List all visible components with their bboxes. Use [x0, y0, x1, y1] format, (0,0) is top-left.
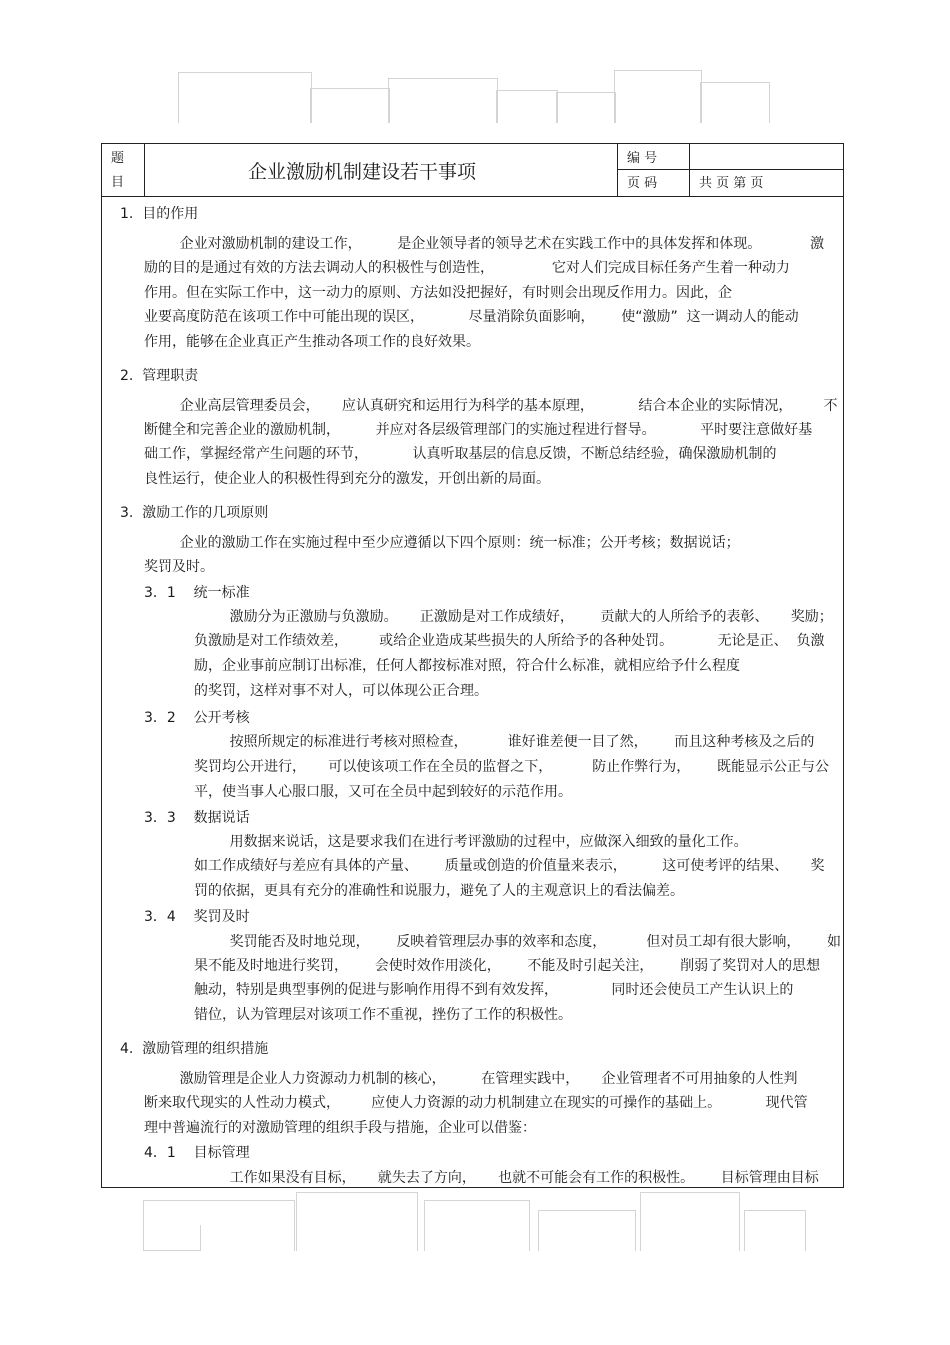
header-label-ti: 题: [111, 151, 125, 166]
section-heading: 4. 激励管理的组织措施: [120, 1041, 269, 1057]
document-frame: [101, 143, 844, 1188]
paragraph-line: 果不能及时地进行奖罚， 会使时效作用淡化， 不能及时引起关注， 削弱了奖罚对人的思想: [194, 958, 821, 974]
scan-artifact-box: [296, 1192, 418, 1251]
section-heading: 1. 目的作用: [120, 206, 199, 222]
scan-artifact-box: [614, 70, 702, 123]
paragraph-line: 作用。但在实际工作中，这一动力的原则、方法如没把握好，有时则会出现反作用力。因此，企: [144, 285, 732, 301]
paragraph-line: 理中普遍流行的对激励管理的组织手段与措施，企业可以借鉴：: [144, 1120, 536, 1136]
paragraph-line: 触动，特别是典型事例的促进与影响作用得不到有效发挥， 同时还会使员工产生认识上的: [194, 982, 794, 998]
paragraph-line: 企业高层管理委员会， 应认真研究和运用行为科学的基本原理， 结合本企业的实际情况， 不: [144, 398, 838, 414]
paragraph-line: 奖罚能否及时地兑现， 反映着管理层办事的效率和态度， 但对员工却有很大影响， 如: [194, 934, 842, 950]
paragraph-line: 励，企业事前应制订出标准，任何人都按标准对照，符合什么标准，就相应给予什么程度: [194, 658, 740, 674]
scan-artifact-box: [744, 1210, 806, 1251]
paragraph-line: 作用，能够在企业真正产生推动各项工作的良好效果。: [144, 334, 480, 350]
paragraph-line: 企业的激励工作在实施过程中至少应遵循以下四个原则：统一标准；公开考核；数据说话；: [144, 535, 740, 551]
scan-artifact-box: [178, 72, 312, 123]
header-page-count: 共 页 第 页: [699, 176, 764, 191]
scan-artifact-box: [388, 78, 498, 123]
paragraph-line: 工作如果没有目标， 就失去了方向， 也就不可能会有工作的积极性。 目标管理由目标: [194, 1170, 819, 1186]
subsection-heading: 3．1 统一标准: [144, 585, 250, 601]
section-heading: 3. 激励工作的几项原则: [120, 505, 269, 521]
document-title: 企业激励机制建设若干事项: [248, 161, 477, 183]
paragraph-line: 的奖罚，这样对事不对人，可以体现公正合理。: [194, 683, 488, 699]
scan-artifact-box: [640, 1192, 740, 1251]
scan-artifact-box: [556, 92, 616, 123]
header-label-yema: 页 码: [627, 176, 658, 191]
document-header: [102, 144, 843, 197]
paragraph-line: 激励管理是企业人力资源动力机制的核心， 在管理实践中， 企业管理者不可用抽象的人性判: [144, 1071, 798, 1087]
paragraph-line: 奖罚及时。: [144, 559, 214, 575]
header-label-bianhao: 编 号: [627, 151, 658, 166]
section-heading: 2. 管理职责: [120, 368, 199, 384]
paragraph-line: 平，使当事人心服口服，又可在全员中起到较好的示范作用。: [194, 784, 572, 800]
paragraph-line: 激励分为正激励与负激励。 正激励是对工作成绩好， 贡献大的人所给予的表彰、 奖励；: [194, 609, 833, 625]
header-divider: [689, 144, 690, 196]
scan-artifact-box: [700, 82, 770, 123]
header-divider: [144, 144, 145, 196]
header-divider: [617, 169, 843, 170]
scan-artifact-box: [143, 1225, 201, 1251]
paragraph-line: 如工作成绩好与差应有具体的产量、 质量或创造的价值量来表示， 这可使考评的结果、 奖: [194, 858, 825, 874]
subsection-heading: 3．4 奖罚及时: [144, 909, 250, 925]
header-label-mu: 目: [111, 175, 125, 190]
scan-artifact-box: [538, 1210, 636, 1251]
paragraph-line: 按照所规定的标准进行考核对照检查， 谁好谁差便一目了然， 而且这种考核及之后的: [194, 734, 815, 750]
subsection-heading: 3．2 公开考核: [144, 710, 250, 726]
paragraph-line: 奖罚均公开进行， 可以使该项工作在全员的监督之下， 防止作弊行为， 既能显示公正与公: [194, 759, 830, 775]
paragraph-line: 良性运行，使企业人的积极性得到充分的激发，开创出新的局面。: [144, 471, 550, 487]
subsection-heading: 4．1 目标管理: [144, 1145, 250, 1161]
paragraph-line: 企业对激励机制的建设工作， 是企业领导者的领导艺术在实践工作中的具体发挥和体现。 激: [144, 236, 825, 252]
scan-artifact-box: [496, 90, 558, 123]
paragraph-line: 罚的依据，更具有充分的准确性和说服力，避免了人的主观意识上的看法偏差。: [194, 883, 684, 899]
paragraph-line: 负激励是对工作绩效差， 或给企业造成某些损失的人所给予的各种处罚。 无论是正、 负激: [194, 633, 825, 649]
header-divider: [617, 144, 618, 196]
subsection-heading: 3．3 数据说话: [144, 810, 250, 826]
paragraph-line: 用数据来说话，这是要求我们在进行考评激励的过程中，应做深入细致的量化工作。: [194, 834, 748, 850]
paragraph-line: 业要高度防范在该项工作中可能出现的误区， 尽量消除负面影响， 使“激励” 这一调动人的能动: [144, 309, 799, 325]
paragraph-line: 错位，认为管理层对该项工作不重视，挫伤了工作的积极性。: [194, 1007, 572, 1023]
paragraph-line: 断来取代现实的人性动力模式， 应使人力资源的动力机制建立在现实的可操作的基础上。 现代管: [144, 1095, 808, 1111]
scan-artifact-box: [310, 88, 390, 123]
paragraph-line: 励的目的是通过有效的方法去调动人的积极性与创造性， 它对人们完成目标任务产生着一种动力: [144, 260, 790, 276]
paragraph-line: 础工作，掌握经常产生问题的环节， 认真听取基层的信息反馈，不断总结经验，确保激励机制的: [144, 446, 777, 462]
paragraph-line: 断健全和完善企业的激励机制， 并应对各层级管理部门的实施过程进行督导。 平时要注意做好基: [144, 422, 813, 438]
scan-artifact-box: [424, 1200, 530, 1251]
